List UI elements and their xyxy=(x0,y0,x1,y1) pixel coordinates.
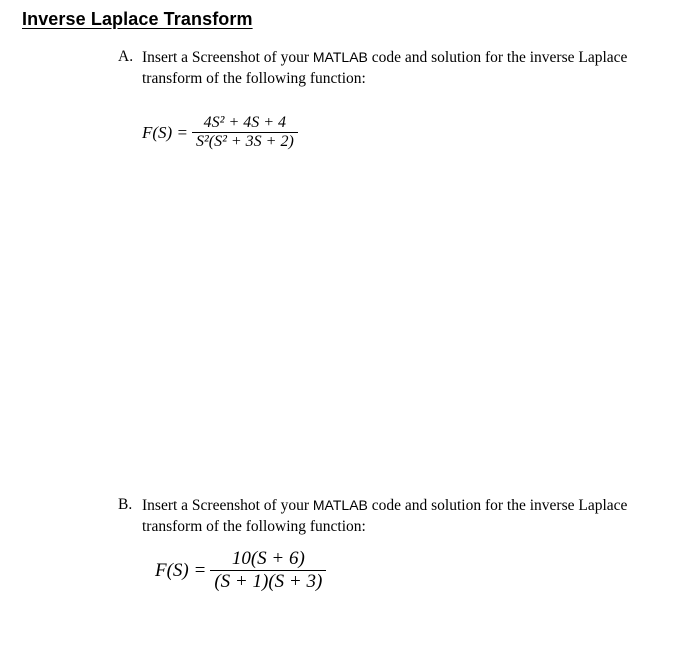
equation-b-fraction xyxy=(210,548,326,593)
equation-b-denominator: (S + 1)(S + 3) xyxy=(214,571,323,592)
equation-a-denominator: S²(S² + 3S + 2) xyxy=(195,133,294,150)
equation-a-fraction xyxy=(192,114,298,151)
equation-b xyxy=(155,548,326,593)
question-a-matlab-label: MATLAB xyxy=(312,49,368,65)
page-title: Inverse Laplace Transform xyxy=(22,9,253,29)
equation-a-lhs: F(S) = xyxy=(142,122,188,142)
equation-b-numerator: 10(S + 6) xyxy=(231,548,305,569)
question-b-line1 xyxy=(142,495,627,516)
question-b-line1-pre: Insert a Screenshot of your xyxy=(142,497,313,514)
question-b-line1-post: code and solution for the inverse Laplace xyxy=(367,497,628,514)
equation-a xyxy=(142,114,298,151)
question-a-line1 xyxy=(142,47,627,68)
equation-b-lhs: F(S) = xyxy=(155,559,207,581)
question-b-letter: B. xyxy=(118,496,133,513)
equation-a-numerator: 4S² + 4S + 4 xyxy=(203,114,287,131)
question-a-letter: A. xyxy=(118,48,134,65)
question-b-matlab-label: MATLAB xyxy=(312,497,368,513)
question-b-line2: transform of the following function: xyxy=(142,518,366,535)
question-a-line2: transform of the following function: xyxy=(142,70,366,87)
question-a-line1-post: code and solution for the inverse Laplace xyxy=(367,49,628,66)
question-a-line1-pre: Insert a Screenshot of your xyxy=(142,49,313,66)
